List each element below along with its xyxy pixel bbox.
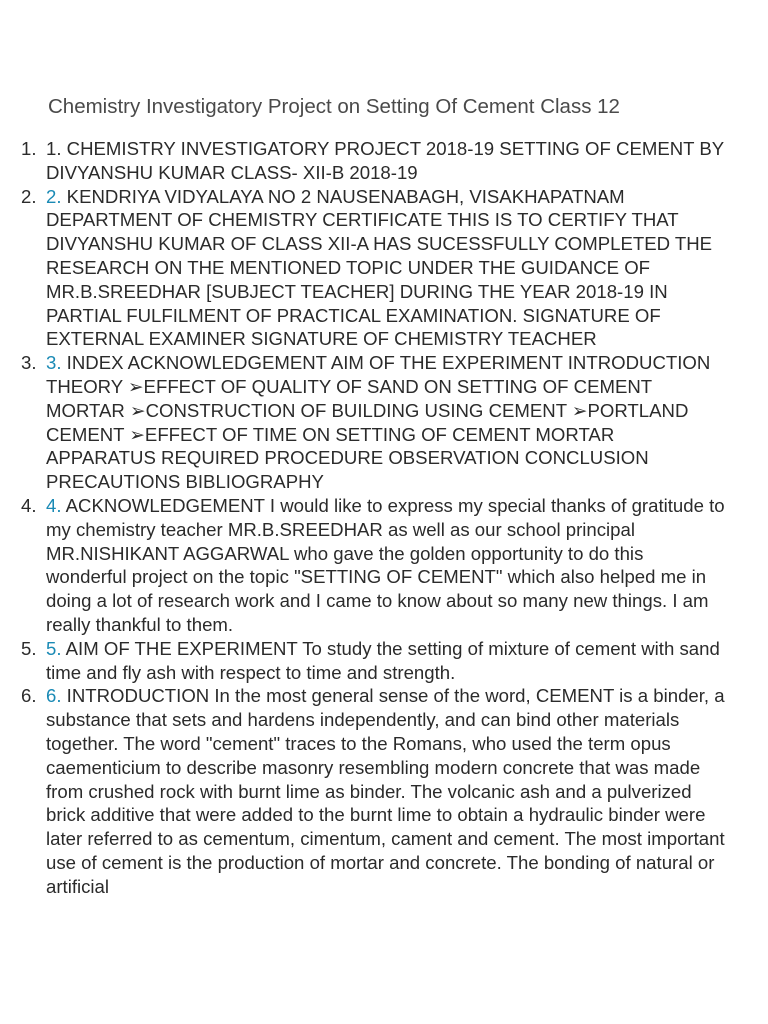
slide-text: INTRODUCTION In the most general sense of the word, CEMENT is a binder, a substance that sets and hardens independently, and can bind other materials together. The word "cement" traces to the Romans, who used the term opus caementicium to describe masonry resembling modern concrete that was made from crushed rock with burnt lime as binder. The volcanic ash and a pulverized brick additive that were added to the burnt lime to obtain a hydraulic binder were later referred to as cementum, cimentum, cament and cement. The most important use of cement is the production of mortar and concrete. The bonding of natural or artificial	[46, 685, 725, 897]
slide-link-3[interactable]: 3.	[46, 352, 62, 374]
slide-text-list	[0, 137, 768, 899]
slide-item-4	[0, 494, 768, 637]
slide-item-2	[0, 185, 768, 352]
page-title: Chemistry Investigatory Project on Setting Of Cement Class 12	[48, 95, 620, 118]
list-number: 1.	[21, 138, 37, 159]
list-number: 6.	[21, 685, 37, 707]
slide-item-1	[0, 137, 768, 185]
slide-text: 1. CHEMISTRY INVESTIGATORY PROJECT 2018-19 SETTING OF CEMENT BY DIVYANSHU KUMAR CLASS- XII-B 2018-19	[46, 138, 724, 183]
slide-item-6	[0, 684, 768, 898]
slide-item-5	[0, 637, 768, 685]
list-number: 4.	[21, 494, 37, 516]
slide-link-5[interactable]: 5.	[46, 637, 62, 659]
list-number: 5.	[21, 637, 37, 659]
list-number: 2.	[21, 185, 37, 207]
slide-item-3	[0, 351, 768, 494]
slide-text: ACKNOWLEDGEMENT I would like to express my special thanks of gratitude to my chemistry teacher MR.B.SREEDHAR as well as our school principal MR.NISHIKANT AGGARWAL who gave the golden opportunity to do this wonderful project on the topic "SETTING OF CEMENT" which also helped me in doing a lot of research work and I came to know about so many new things. I am really thankful to them.	[46, 494, 725, 635]
slide-text: INDEX ACKNOWLEDGEMENT AIM OF THE EXPERIMENT INTRODUCTION THEORY ➢EFFECT OF QUALITY OF SAND ON SETTING OF CEMENT MORTAR ➢CONSTRUCTION OF BUILDING USING CEMENT ➢PORTLAND CEMENT ➢EFFECT OF TIME ON SETTING OF CEMENT MORTAR APPARATUS REQUIRED PROCEDURE OBSERVATION CONCLUSION PRECAUTIONS BIBLIOGRAPHY	[46, 352, 711, 493]
slide-link-6[interactable]: 6.	[46, 685, 62, 707]
slide-link-2[interactable]: 2.	[46, 185, 62, 207]
slide-text: KENDRIYA VIDYALAYA NO 2 NAUSENABAGH, VISAKHAPATNAM DEPARTMENT OF CHEMISTRY CERTIFICATE THIS IS TO CERTIFY THAT DIVYANSHU KUMAR OF CLASS XII-A HAS SUCESSFULLY COMPLETED THE RESEARCH ON THE MENTIONED TOPIC UNDER THE GUIDANCE OF MR.B.SREEDHAR [SUBJECT TEACHER] DURING THE YEAR 2018-19 IN PARTIAL FULFILMENT OF PRACTICAL EXAMINATION. SIGNATURE OF EXTERNAL EXAMINER SIGNATURE OF CHEMISTRY TEACHER	[46, 185, 713, 350]
slide-link-4[interactable]: 4.	[46, 494, 62, 516]
slide-text: AIM OF THE EXPERIMENT To study the setting of mixture of cement with sand time and fly ash with respect to time and strength.	[46, 637, 720, 683]
list-number: 3.	[21, 352, 37, 374]
